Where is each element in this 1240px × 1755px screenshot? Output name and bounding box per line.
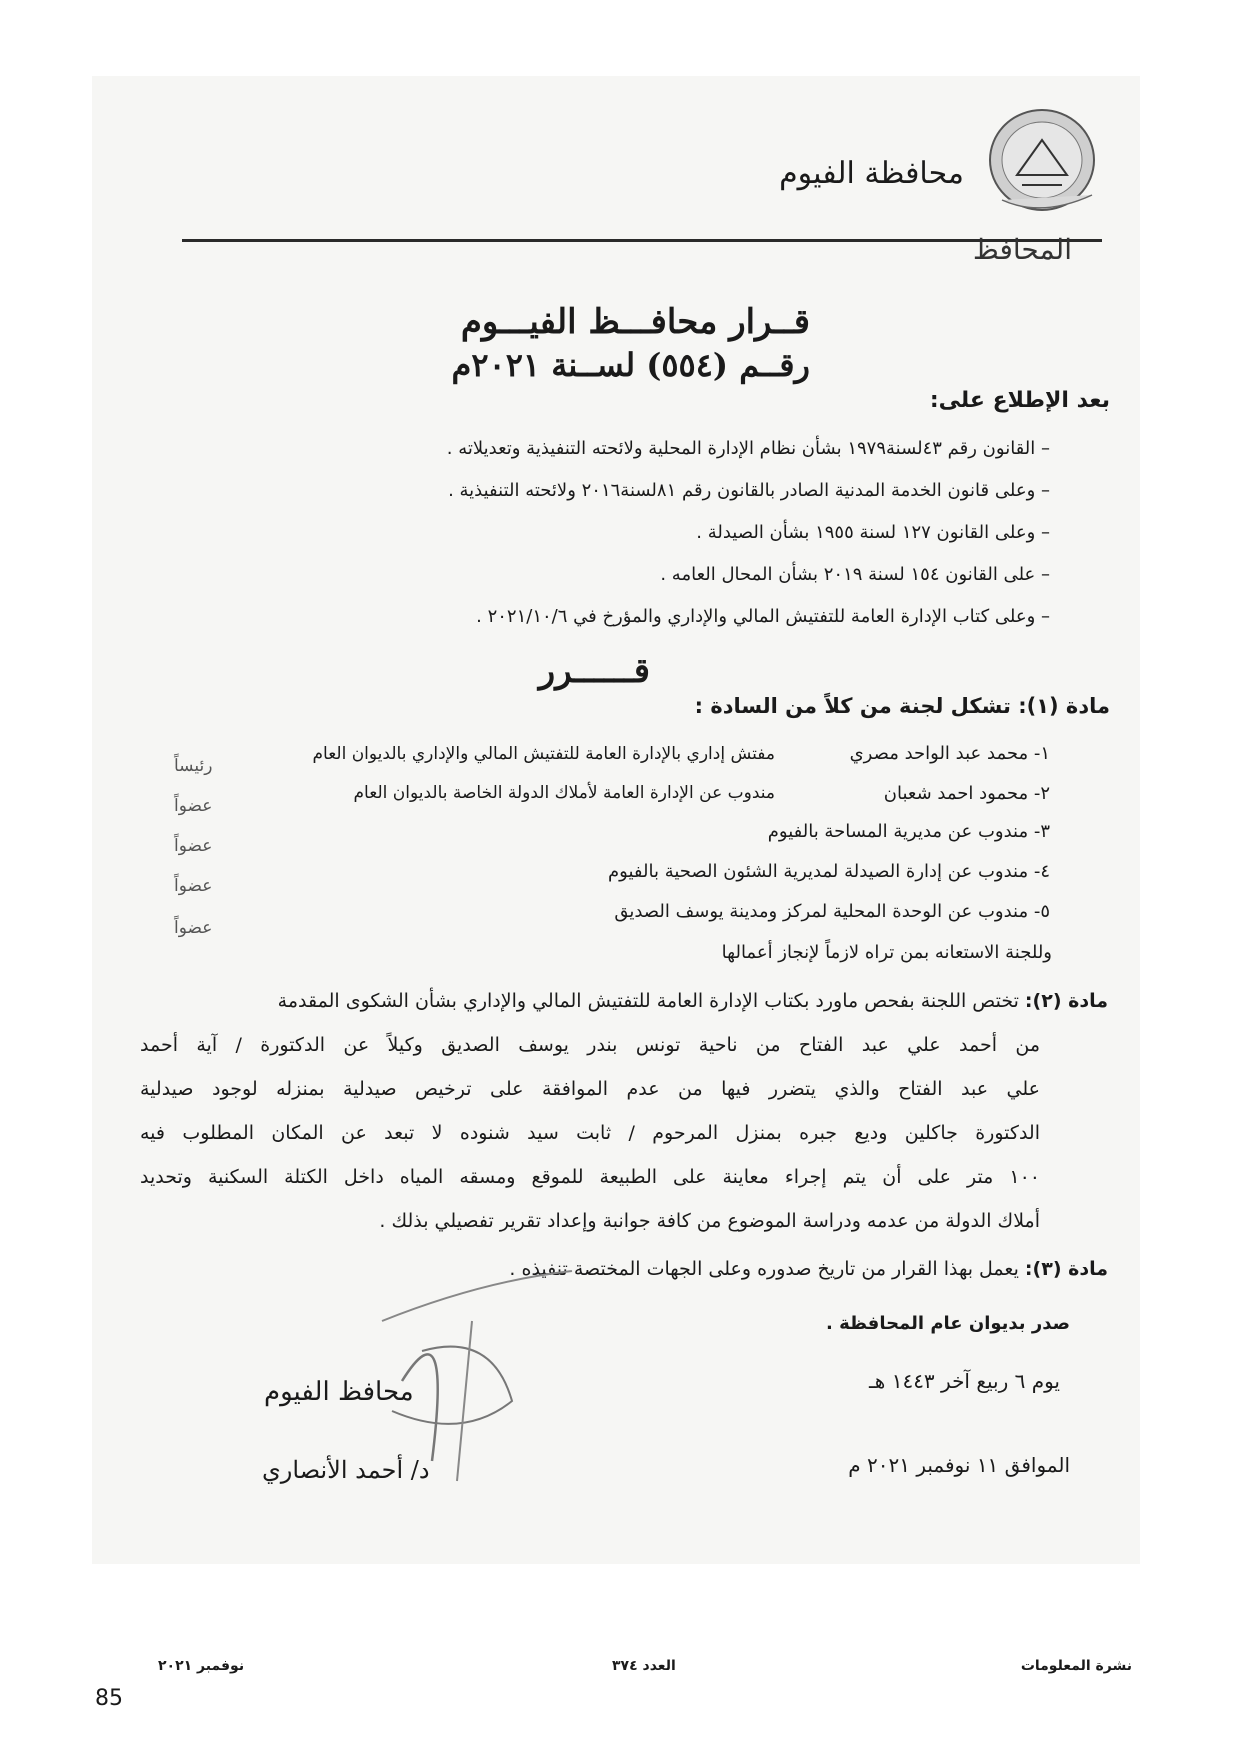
committee-note: وللجنة الاستعانه بمن تراه لازماً لإنجاز أعمالها — [721, 942, 1052, 963]
issued-statement: صدر بديوان عام المحافظة . — [825, 1313, 1070, 1334]
article-2-line: تختص اللجنة بفحص ماورد بكتاب الإدارة العامة للتفتيش المالي والإداري بشأن الشكوى المقدمة — [277, 990, 1019, 1012]
decree-number: رقــم (٥٥٤) لســنة ٢٠٢١م — [451, 346, 810, 384]
law-item: – وعلى قانون الخدمة المدنية الصادر بالقانون رقم ٨١لسنة٢٠١٦ ولائحته التنفيذية . — [448, 480, 1050, 501]
article-2 — [278, 990, 1108, 1012]
governorate-name: محافظة الفيوم — [779, 156, 964, 191]
article-2-line: من أحمد علي عبد الفتاح من ناحية تونس بندر يوسف الصديق وكيلاً عن الدكتورة / آية أحمد — [140, 1034, 1040, 1056]
footer-date: نوفمبر ٢٠٢١ — [158, 1658, 245, 1674]
member-name: ٢- محمود احمد شعبان — [883, 783, 1050, 804]
member-status: عضواً — [174, 918, 213, 938]
footer-issue: العدد ٣٧٤ — [612, 1658, 676, 1674]
member-status: عضواً — [174, 876, 213, 896]
article-1-heading: مادة (١): تشكل لجنة من كلاً من السادة : — [694, 694, 1110, 718]
gregorian-date: الموافق ١١ نوفمبر ٢٠٢١ م — [848, 1453, 1070, 1477]
member-status: عضواً — [174, 836, 213, 856]
member-name: ٣- مندوب عن مديرية المساحة بالفيوم — [767, 821, 1050, 842]
decision-word: قــــــرر — [538, 651, 650, 691]
law-item: – القانون رقم ٤٣لسنة١٩٧٩ بشأن نظام الإدارة المحلية ولائحته التنفيذية وتعديلاته . — [446, 438, 1050, 459]
member-name: ٤- مندوب عن إدارة الصيدلة لمديرية الشئون الصحية بالفيوم — [608, 861, 1050, 882]
article-3 — [509, 1258, 1108, 1280]
article-3-heading: مادة (٣): — [1024, 1258, 1108, 1280]
member-status: عضواً — [174, 796, 213, 816]
signer-title: محافظ الفيوم — [264, 1377, 414, 1407]
article-2-heading: مادة (٢): — [1024, 990, 1108, 1012]
member-role: مفتش إداري بالإدارة العامة للتفتيش المالي والإداري بالديوان العام — [312, 744, 775, 764]
header-divider — [182, 239, 1102, 242]
governor-label: المحافظ — [972, 233, 1072, 266]
page-number: 85 — [95, 1686, 123, 1711]
signer-name: د/ أحمد الأنصاري — [262, 1456, 430, 1484]
law-item: – على القانون ١٥٤ لسنة ٢٠١٩ بشأن المحال العامه . — [660, 564, 1050, 585]
law-item: – وعلى القانون ١٢٧ لسنة ١٩٥٥ بشأن الصيدلة . — [696, 522, 1050, 543]
law-item: – وعلى كتاب الإدارة العامة للتفتيش المالي والإداري والمؤرخ في ٢٠٢١/١٠/٦ . — [476, 606, 1050, 627]
member-role: مندوب عن الإدارة العامة لأملاك الدولة الخاصة بالديوان العام — [353, 783, 775, 803]
governorate-emblem-icon — [982, 100, 1102, 220]
member-name: ٥- مندوب عن الوحدة المحلية لمركز ومدينة يوسف الصديق — [614, 901, 1050, 922]
scanned-decree — [92, 76, 1140, 1564]
footer-publication: نشرة المعلومات — [1020, 1658, 1132, 1674]
article-3-text: يعمل بهذا القرار من تاريخ صدوره وعلى الجهات المختصة تنفيذه . — [509, 1258, 1019, 1280]
article-2-line: أملاك الدولة من عدمه ودراسة الموضوع من كافة جوانبة وإعداد تقرير تفصيلي بذلك . — [379, 1210, 1040, 1232]
article-2-line: الدكتورة جاكلين وديع جبره بمنزل المرحوم / ثابت سيد شنوده لا تبعد عن المكان المطلوب فيه — [140, 1122, 1040, 1144]
article-2-line: علي عبد الفتاح والذي يتضرر فيها من عدم الموافقة على ترخيص صيدلية بمنزله لوجود صيدلية — [140, 1078, 1040, 1100]
member-name: ١- محمد عبد الواحد مصري — [849, 743, 1050, 764]
hijri-date: يوم ٦ ربيع آخر ١٤٤٣ هـ — [868, 1369, 1060, 1393]
decree-title: قــرار محافـــظ الفيـــوم — [460, 302, 810, 342]
preamble-heading: بعد الإطلاع على: — [929, 388, 1110, 413]
member-status: رئيساً — [174, 756, 213, 776]
article-2-line: ١٠٠ متر على أن يتم إجراء معاينة على الطبيعة للموقع ومسقه المياه داخل الكتلة السكنية وتحديد — [140, 1166, 1040, 1188]
